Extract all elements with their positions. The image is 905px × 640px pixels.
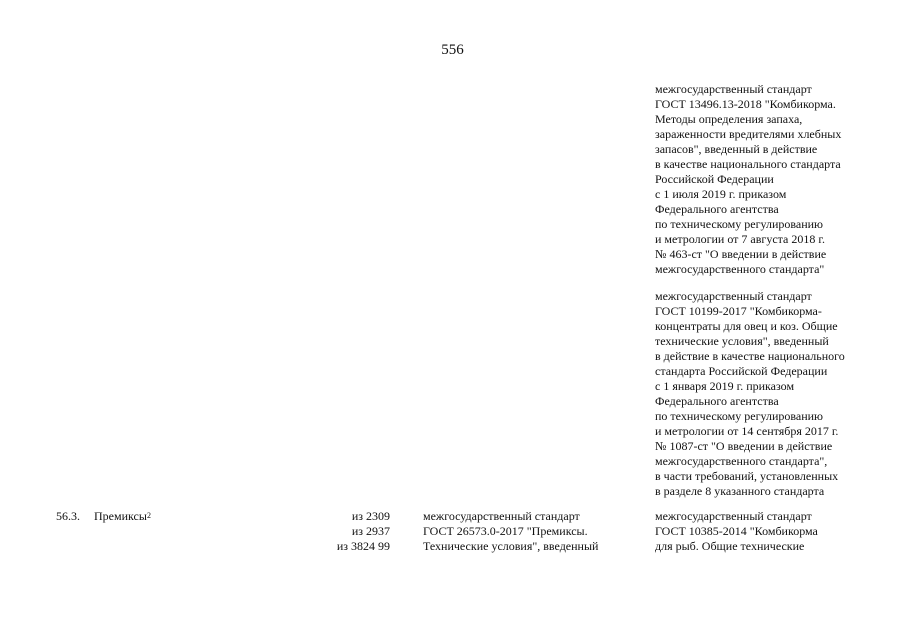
row-number: 56.3. [56,509,80,523]
footnote-marker: 2 [146,511,151,520]
standard-gost-10385: межгосударственный стандарт ГОСТ 10385-2014 "Комбикорма для рыб. Общие технические [655,509,818,553]
standard-gost-26573: межгосударственный стандарт ГОСТ 26573.0-2017 "Премиксы. Технические условия", введенный [423,509,599,553]
product-name [94,509,151,524]
tnved-codes: из 2309 из 2937 из 3824 99 [336,509,390,553]
product-name-text: Премиксы [94,509,147,523]
continuation-standard-gost-10199: межгосударственный стандарт ГОСТ 10199-2017 "Комбикорма- концентраты для овец и коз. Общие технические условия", введенный в действие в качестве национального стандарта Российской Федерации с 1 января 2019 г. приказом Федерального агентства по техническому регулированию и метрологии от 14 сентября 2017 г. № 1087-ст "О введении в действие межгосударственного стандарта", в части требований, установленных в разделе 8 указанного стандарта [655,289,845,498]
page-number: 556 [441,42,464,58]
continuation-standard-gost-13496-13: межгосударственный стандарт ГОСТ 13496.13-2018 "Комбикорма. Методы определения запаха, зараженности вредителями хлебных запасов", введенный в действие в качестве национального стандарта Российской Федерации с 1 июля 2019 г. приказом Федерального агентства по техническому регулированию и метрологии от 7 августа 2018 г. № 463-ст "О введении в действие межгосударственного стандарта" [655,82,842,276]
